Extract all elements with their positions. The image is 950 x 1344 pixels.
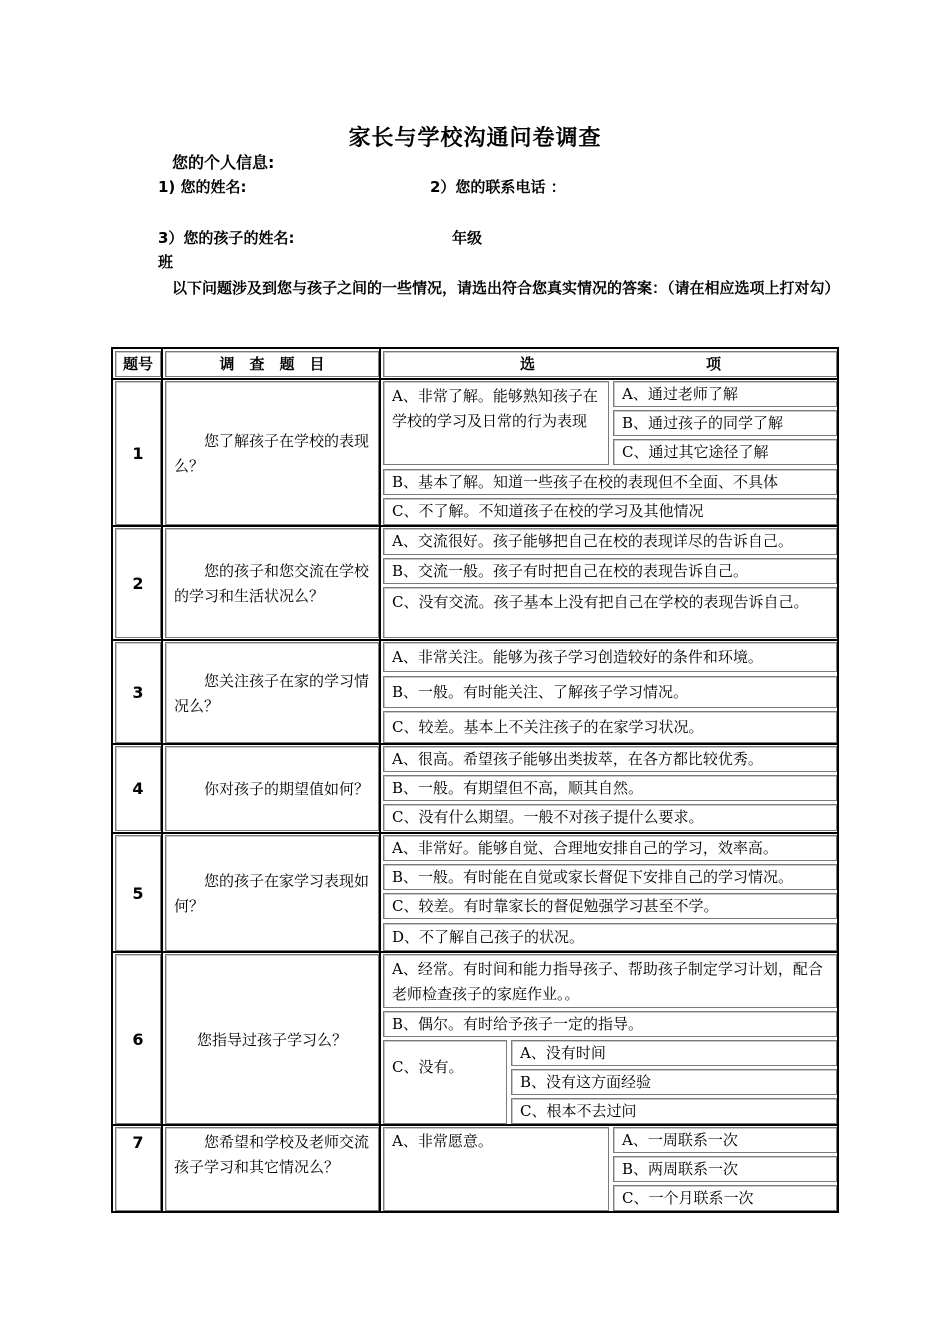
q7-option-a-sub-a[interactable]: A、一周联系一次 — [613, 1127, 837, 1153]
q1-text: 您了解孩子在学校的表现么？ — [165, 381, 379, 525]
header-number: 题号 — [115, 351, 161, 377]
row-divider — [113, 743, 837, 745]
q6-option-c[interactable]: C、没有。 — [383, 1040, 507, 1124]
q7-option-a-sub-c[interactable]: C、一个月联系一次 — [613, 1185, 837, 1211]
q4-text: 你对孩子的期望值如何？ — [165, 746, 379, 831]
q3-option-a[interactable]: A、非常关注。能够为孩子学习创造较好的条件和环境。 — [383, 642, 837, 672]
name-field-label: 1) 您的姓名: — [158, 178, 247, 196]
q2-option-c[interactable]: C、没有交流。孩子基本上没有把自己在学校的表现告诉自己。 — [383, 587, 837, 638]
row-divider — [113, 832, 837, 834]
q1-option-b[interactable]: B、基本了解。知道一些孩子在校的表现但不全面、不具体 — [383, 469, 837, 495]
q6-option-c-sub-c[interactable]: C、根本不去过问 — [511, 1098, 837, 1124]
q6-option-b[interactable]: B、偶尔。有时给予孩子一定的指导。 — [383, 1011, 837, 1037]
q3-number: 3 — [115, 642, 161, 743]
q4-option-c[interactable]: C、没有什么期望。一般不对孩子提什么要求。 — [383, 804, 837, 831]
q1-option-a[interactable]: A、非常了解。能够熟知孩子在学校的学习及日常的行为表现 — [383, 381, 609, 465]
q2-text: 您的孩子和您交流在学校的学习和生活状况么？ — [165, 528, 379, 638]
q5-number: 5 — [115, 835, 161, 951]
q2-option-a[interactable]: A、交流很好。孩子能够把自己在校的表现详尽的告诉自己。 — [383, 528, 837, 555]
q1-option-a-sub-a[interactable]: A、通过老师了解 — [613, 381, 837, 407]
q6-option-c-sub-a[interactable]: A、没有时间 — [511, 1040, 837, 1066]
header-question: 调 查 题 目 — [165, 351, 379, 377]
q5-option-d[interactable]: D、不了解自己孩子的状况。 — [383, 923, 837, 951]
q1-option-a-sub-b[interactable]: B、通过孩子的同学了解 — [613, 410, 837, 436]
q7-number: 7 — [115, 1127, 161, 1211]
q3-text: 您关注孩子在家的学习情况么？ — [165, 642, 379, 743]
q5-option-a[interactable]: A、非常好。能够自觉、合理地安排自己的学习，效率高。 — [383, 835, 837, 861]
grade-field-label: 年级 — [452, 229, 483, 247]
q7-text: 您希望和学校及老师交流孩子学习和其它情况么？ — [165, 1127, 379, 1211]
q4-option-a[interactable]: A、很高。希望孩子能够出类拔萃，在各方都比较优秀。 — [383, 746, 837, 772]
header-options — [383, 351, 837, 377]
header-options-label-1: 选 — [520, 354, 536, 373]
column-divider — [379, 349, 381, 1211]
header-options-label-2: 项 — [706, 354, 722, 373]
row-divider — [113, 951, 837, 953]
q4-number: 4 — [115, 746, 161, 831]
q1-option-c[interactable]: C、不了解。不知道孩子在校的学习及其他情况 — [383, 498, 837, 525]
q2-number: 2 — [115, 528, 161, 638]
row-divider — [113, 378, 837, 380]
instructions: 以下问题涉及到您与孩子之间的一些情况，请选出符合您真实情况的答案：（请在相应选项上打对勾） — [172, 279, 840, 297]
page-title: 家长与学校沟通问卷调查 — [348, 125, 602, 151]
class-field-label: 班 — [158, 253, 174, 271]
phone-field-label: 2）您的联系电话 ： — [430, 178, 566, 196]
child-name-field-label: 3）您的孩子的姓名: — [158, 229, 295, 247]
q3-option-c[interactable]: C、较差。基本上不关注孩子的在家学习状况。 — [383, 711, 837, 743]
q3-option-b[interactable]: B、一般。有时能关注、了解孩子学习情况。 — [383, 676, 837, 708]
q6-text: 您指导过孩子学习么？ — [165, 954, 379, 1124]
q2-option-b[interactable]: B、交流一般。孩子有时把自己在校的表现告诉自己。 — [383, 558, 837, 584]
q6-number: 6 — [115, 954, 161, 1124]
row-divider — [113, 525, 837, 527]
q6-option-a[interactable]: A、经常。有时间和能力指导孩子、帮助孩子制定学习计划，配合老师检查孩子的家庭作业。。 — [383, 954, 837, 1008]
survey-table — [111, 347, 839, 1213]
q4-option-b[interactable]: B、一般。有期望但不高，顺其自然。 — [383, 775, 837, 801]
q5-text: 您的孩子在家学习表现如何？ — [165, 835, 379, 951]
row-divider — [113, 639, 837, 641]
personal-info-heading: 您的个人信息: — [172, 153, 275, 172]
row-divider — [113, 1124, 837, 1126]
q6-option-c-sub-b[interactable]: B、没有这方面经验 — [511, 1069, 837, 1095]
q5-option-b[interactable]: B、一般。有时能在自觉或家长督促下安排自己的学习情况。 — [383, 864, 837, 890]
q1-number: 1 — [115, 381, 161, 525]
q7-option-a[interactable]: A、非常愿意。 — [383, 1127, 609, 1211]
q1-option-a-sub-c[interactable]: C、通过其它途径了解 — [613, 439, 837, 465]
q7-option-a-sub-b[interactable]: B、两周联系一次 — [613, 1156, 837, 1182]
q5-option-c[interactable]: C、较差。有时靠家长的督促勉强学习甚至不学。 — [383, 893, 837, 919]
column-divider — [161, 349, 163, 1211]
